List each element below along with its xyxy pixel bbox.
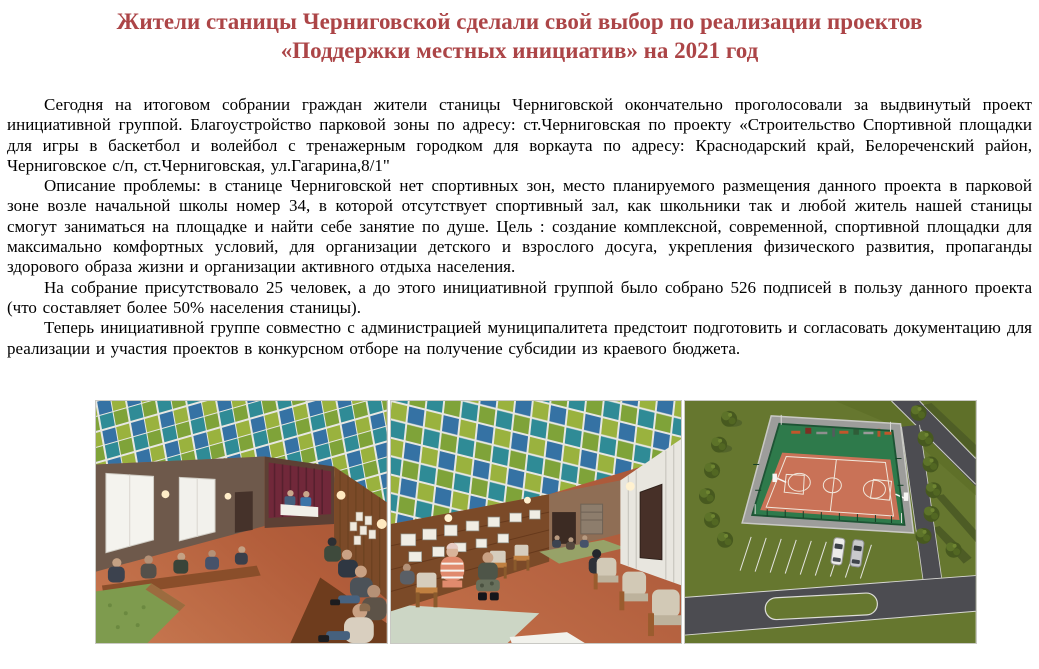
render-sports-ground — [684, 400, 977, 644]
page-title: Жители станицы Черниговской сделали свой выбор по реализации проектов «Поддержки местных инициатив» на 2021 год — [116, 9, 923, 63]
photo-meeting-hall-seats — [390, 400, 683, 644]
paragraph-project-vote: Сегодня на итоговом собрании граждан жители станицы Черниговской окончательно проголосовали за выдвинутый проект инициативной группой. Благоустройство парковой зоны по адресу: ст.Черниговская по проекту «Строительство Спортивной площадки для игры в баскетбол и волейбол с тренажерным городком для воркаута по адресу: Краснодарский край, Белореченский район, Черниговское с/п, ст.Черниговская, ул.Гагарина,8/1" — [7, 95, 1032, 175]
article-body — [7, 95, 1032, 359]
sports-ground-illustration — [685, 401, 976, 643]
paragraph-next-steps: Теперь инициативной группе совместно с администрацией муниципалитета предстоит подготовить и согласовать документацию для реализации и участия проектов в конкурсном отборе на получение субсидии из краевого бюджета. — [7, 318, 1032, 358]
paragraph-attendance: На собрание присутствовало 25 человек, а до этого инициативной группой было собрано 526 подписей в пользу данного проекта (что составляет более 50% населения станицы). — [7, 277, 1032, 317]
meeting-hall-seats-illustration — [391, 401, 682, 643]
meeting-hall-stage-illustration — [96, 401, 387, 643]
photo-meeting-hall-stage — [95, 400, 388, 644]
photo-row — [95, 400, 977, 646]
paragraph-problem-description: Описание проблемы: в станице Черниговской нет спортивных зон, место планируемого размещения данного проекта в парковой зоне возле начальной школы номер 34, в которой отсутствует спортивный зал, как школьники так и любой житель нашей станицы смогут заниматься на площадке и найти себе занятие по душе. Цель : создание комплексной, современной, спортивной площадки для максимально комфортных условий, для организации детского и взрослого досуга, укрепления физического развития, пропаганды здорового образа жизни и организации активного отдыха населения. — [7, 176, 1032, 277]
